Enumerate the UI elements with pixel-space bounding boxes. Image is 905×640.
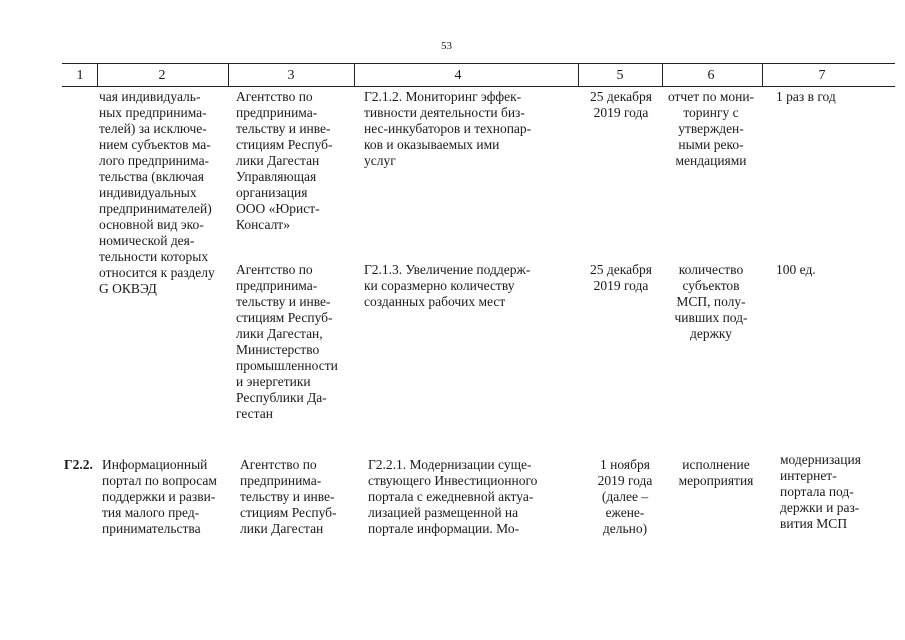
cell-line: ООО «Юрист-: [236, 201, 320, 216]
cell-line: предпринима-: [236, 105, 318, 120]
row-1-sub-2-date-cell: [580, 262, 662, 294]
cell-line: портале информации. Мо-: [368, 521, 520, 536]
cell-line: 25 декабря: [590, 262, 652, 277]
header-divider-6: [762, 63, 763, 87]
cell-line: вития МСП: [780, 516, 848, 531]
cell-line: ежене-: [605, 505, 645, 520]
cell-line: стициям Респуб-: [240, 505, 337, 520]
cell-line: субъектов: [682, 278, 740, 293]
cell-line: отчет по мони-: [667, 89, 755, 104]
cell-line: G ОКВЭД: [99, 281, 157, 296]
column-number-2: 2: [158, 68, 166, 83]
cell-line: ки соразмерно количеству: [364, 278, 515, 293]
cell-line: гестан: [236, 406, 273, 421]
cell-line: Агентство по: [240, 457, 317, 472]
column-number-5: 5: [616, 68, 624, 83]
cell-line: лики Дагестан,: [236, 326, 323, 341]
row-1-sub-1-measure-cell: [364, 89, 531, 169]
cell-line: номической дея-: [99, 233, 195, 248]
cell-line: 1 ноября: [600, 457, 650, 472]
cell-line: портала под-: [780, 484, 854, 499]
row-2-name-cell: [102, 457, 217, 537]
row-2-sub-1-measure-cell: [368, 457, 537, 537]
cell-line: портал по вопросам: [102, 473, 217, 488]
cell-line: Агентство по: [236, 262, 313, 277]
cell-line: МСП, полу-: [676, 294, 746, 309]
cell-line: ков и оказываемых ими: [364, 137, 500, 152]
header-divider-2: [228, 63, 229, 87]
header-divider-4: [578, 63, 579, 87]
cell-line: тельности которых: [99, 249, 209, 264]
cell-line: Агентство по: [236, 89, 313, 104]
row-1-sub-2-indicator-cell: [662, 262, 760, 342]
column-number-3: 3: [287, 68, 295, 83]
cell-line: и энергетики: [236, 374, 311, 389]
cell-line: принимательства: [102, 521, 201, 536]
cell-line: количество: [678, 262, 744, 277]
row-2-sub-1-date-cell: [580, 457, 670, 537]
cell-line: лики Дагестан: [236, 153, 320, 168]
cell-line: портала с ежедневной актуа-: [368, 489, 534, 504]
cell-line: чая индивидуаль-: [99, 89, 201, 104]
cell-line: Министерство: [236, 342, 320, 357]
cell-line: тивности деятельности биз-: [364, 105, 525, 120]
cell-line: 25 декабря: [590, 89, 652, 104]
cell-line: предпринимателей): [99, 201, 212, 216]
cell-line: тельству и инве-: [236, 121, 331, 136]
cell-line: Г2.2.1. Модернизации суще-: [368, 457, 532, 472]
cell-line: лики Дагестан: [240, 521, 324, 536]
cell-line: созданных рабочих мест: [364, 294, 506, 309]
cell-line: 2019 года: [593, 278, 649, 293]
cell-line: держку: [689, 326, 733, 341]
column-number-6: 6: [707, 68, 715, 83]
cell-line: интернет-: [780, 468, 837, 483]
cell-line: стициям Респуб-: [236, 137, 333, 152]
column-number-4: 4: [454, 68, 462, 83]
cell-line: тельству и инве-: [236, 294, 331, 309]
cell-line: ствующего Инвестиционного: [368, 473, 538, 488]
row-1-name-cell: [99, 89, 215, 297]
row-1-sub-2-executor-cell: [236, 262, 338, 422]
cell-line: чивших под-: [674, 310, 748, 325]
row-2-sub-1-value-cell: [780, 452, 861, 532]
cell-line: промышленности: [236, 358, 338, 373]
column-number-7: 7: [818, 68, 826, 83]
cell-line: тия малого пред-: [102, 505, 200, 520]
cell-line: стициям Респуб-: [236, 310, 333, 325]
row-1-sub-2-measure-cell: [364, 262, 530, 310]
cell-line: мендациями: [675, 153, 747, 168]
row-1-sub-2-value-cell: [776, 262, 816, 278]
cell-line: Г2.1.3. Увеличение поддерж-: [364, 262, 531, 277]
row-2-sub-1-indicator-cell: [668, 457, 764, 489]
cell-line: нием субъектов ма-: [99, 137, 211, 152]
cell-line: индивидуальных: [99, 185, 197, 200]
page-number: 53: [441, 40, 452, 52]
cell-line: тельству и инве-: [240, 489, 335, 504]
header-divider-5: [662, 63, 663, 87]
cell-line: тельства (включая: [99, 169, 204, 184]
header-bottom-line: [62, 86, 895, 87]
cell-line: модернизация: [780, 452, 861, 467]
cell-line: 2019 года: [597, 473, 653, 488]
cell-line: дельно): [602, 521, 648, 536]
row-1-sub-1-executor-cell: [236, 89, 333, 233]
cell-line: Информационный: [102, 457, 208, 472]
cell-line: мероприятия: [678, 473, 754, 488]
row-1-sub-1-indicator-cell: [662, 89, 760, 169]
row-1-sub-1-date-cell: [580, 89, 662, 121]
cell-line: Управляющая: [236, 169, 317, 184]
cell-line: держки и раз-: [780, 500, 860, 515]
cell-line: ными реко-: [678, 137, 744, 152]
cell-line: 2019 года: [593, 105, 649, 120]
cell-line: нес-инкубаторов и технопар-: [364, 121, 532, 136]
cell-line: телей) за исключе-: [99, 121, 207, 136]
cell-line: относится к разделу: [99, 265, 215, 280]
cell-line: Консалт»: [236, 217, 290, 232]
row-2-code-cell: Г2.2.: [64, 457, 93, 472]
cell-line: ных предпринима-: [99, 105, 207, 120]
cell-line: предпринима-: [240, 473, 322, 488]
cell-line: 1 раз в год: [776, 89, 836, 104]
column-number-1: 1: [76, 68, 84, 83]
cell-line: Г2.1.2. Мониторинг эффек-: [364, 89, 522, 104]
cell-line: лого предпринима-: [99, 153, 210, 168]
cell-line: услуг: [364, 153, 396, 168]
cell-line: исполнение: [682, 457, 750, 472]
header-divider-3: [354, 63, 355, 87]
cell-line: лизацией размещенной на: [368, 505, 519, 520]
cell-line: торингу с: [683, 105, 739, 120]
cell-line: организация: [236, 185, 308, 200]
cell-line: основной вид эко-: [99, 217, 204, 232]
cell-line: Республики Да-: [236, 390, 327, 405]
cell-line: поддержки и разви-: [102, 489, 216, 504]
cell-line: 100 ед.: [776, 262, 816, 277]
header-top-line: [62, 63, 895, 64]
cell-line: утвержден-: [678, 121, 744, 136]
cell-line: (далее –: [601, 489, 649, 504]
cell-line: предпринима-: [236, 278, 318, 293]
row-1-sub-1-value-cell: [776, 89, 836, 105]
row-2-sub-1-executor-cell: [240, 457, 337, 537]
